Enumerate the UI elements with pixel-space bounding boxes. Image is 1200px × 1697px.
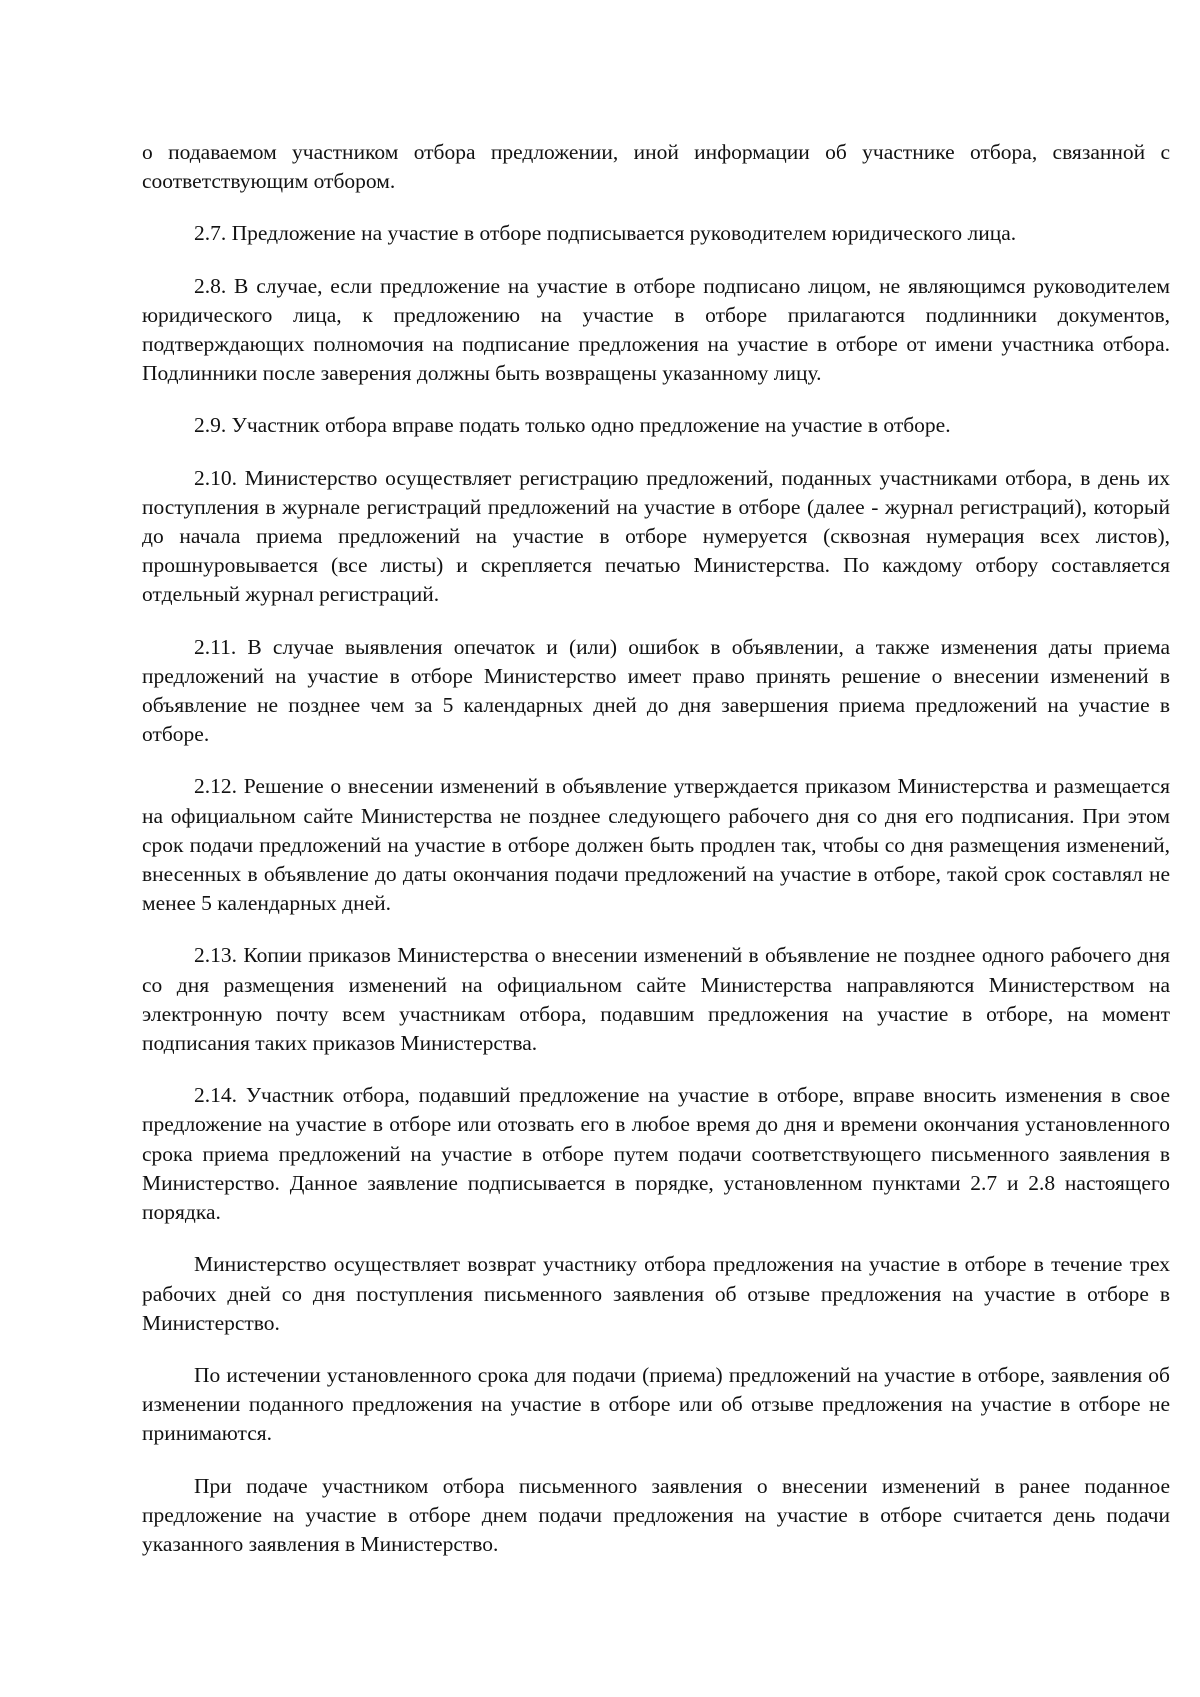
paragraph-2-13: 2.13. Копии приказов Министерства о внесении изменений в объявление не позднее одного рабочего дня со дня размещения изменений на официальном сайте Министерства направляются Министерством на электронную почту всем участникам отбора, подавшим предложения на участие в отборе, на момент подписания таких приказов Министерства. [142, 943, 1170, 1056]
paragraph-submission-date: При подаче участником отбора письменного заявления о внесении изменений в ранее поданное предложение на участие в отборе днем подачи предложения на участие в отборе считается день подачи указанного заявления в Министерство. [142, 1473, 1170, 1556]
paragraph-deadline-expiry: По истечении установленного срока для подачи (приема) предложений на участие в отборе, заявления об изменении поданного предложения на участие в отборе или об отзыве предложения на участие в отборе не принимаются. [142, 1362, 1170, 1446]
paragraph-2-11: 2.11. В случае выявления опечаток и (или) ошибок в объявлении, а также изменения даты приема предложений на участие в отборе Министерство имеет право принять решение о внесении изменений в объявление не позднее чем за 5 календарных дней до дня завершения приема предложений на участие в отборе. [142, 634, 1170, 747]
paragraph-2-14: 2.14. Участник отбора, подавший предложение на участие в отборе, вправе вносить изменения в свое предложение на участие в отборе или отозвать его в любое время до дня и времени окончания установленного срока приема предложений на участие в отборе путем подачи соответствующего письменного заявления в Министерство. Данное заявление подписывается в порядке, установленном пунктами 2.7 и 2.8 настоящего порядка. [142, 1083, 1170, 1225]
paragraph-continuation: о подаваемом участником отбора предложении, иной информации об участнике отбора, связанной с соответствующим отбором. [142, 140, 1170, 194]
paragraph-2-8: 2.8. В случае, если предложение на участие в отборе подписано лицом, не являющимся руководителем юридического лица, к предложению на участие в отборе прилагаются подлинники документов, подтверждающих полномочия на подписание предложения на участие в отборе от имени участника отбора. Подлинники после заверения должны быть возвращены указанному лицу. [142, 273, 1170, 386]
paragraph-2-9: 2.9. Участник отбора вправе подать только одно предложение на участие в отборе. [194, 413, 951, 438]
paragraph-return-of-proposal: Министерство осуществляет возврат участнику отбора предложения на участие в отборе в течение трех рабочих дней со дня поступления письменного заявления об отзыве предложения на участие в отборе в Министерство. [142, 1252, 1170, 1335]
paragraph-2-10: 2.10. Министерство осуществляет регистрацию предложений, поданных участниками отбора, в день их поступления в журнале регистраций предложений на участие в отборе (далее - журнал регистраций), который до начала приема предложений на участие в отборе нумеруется (сквозная нумерация всех листов), прошнуровывается (все листы) и скрепляется печатью Министерства. По каждому отбору составляется отдельный журнал регистраций. [142, 465, 1170, 607]
document-page [142, 138, 1170, 1559]
paragraph-2-7: 2.7. Предложение на участие в отборе подписывается руководителем юридического лица. [194, 221, 1017, 246]
paragraph-2-12: 2.12. Решение о внесении изменений в объявление утверждается приказом Министерства и размещается на официальном сайте Министерства не позднее следующего рабочего дня со дня его подписания. При этом срок подачи предложений на участие в отборе должен быть продлен так, чтобы со дня размещения изменений, внесенных в объявление до даты окончания подачи предложений на участие в отборе, такой срок составлял не менее 5 календарных дней. [142, 774, 1170, 916]
